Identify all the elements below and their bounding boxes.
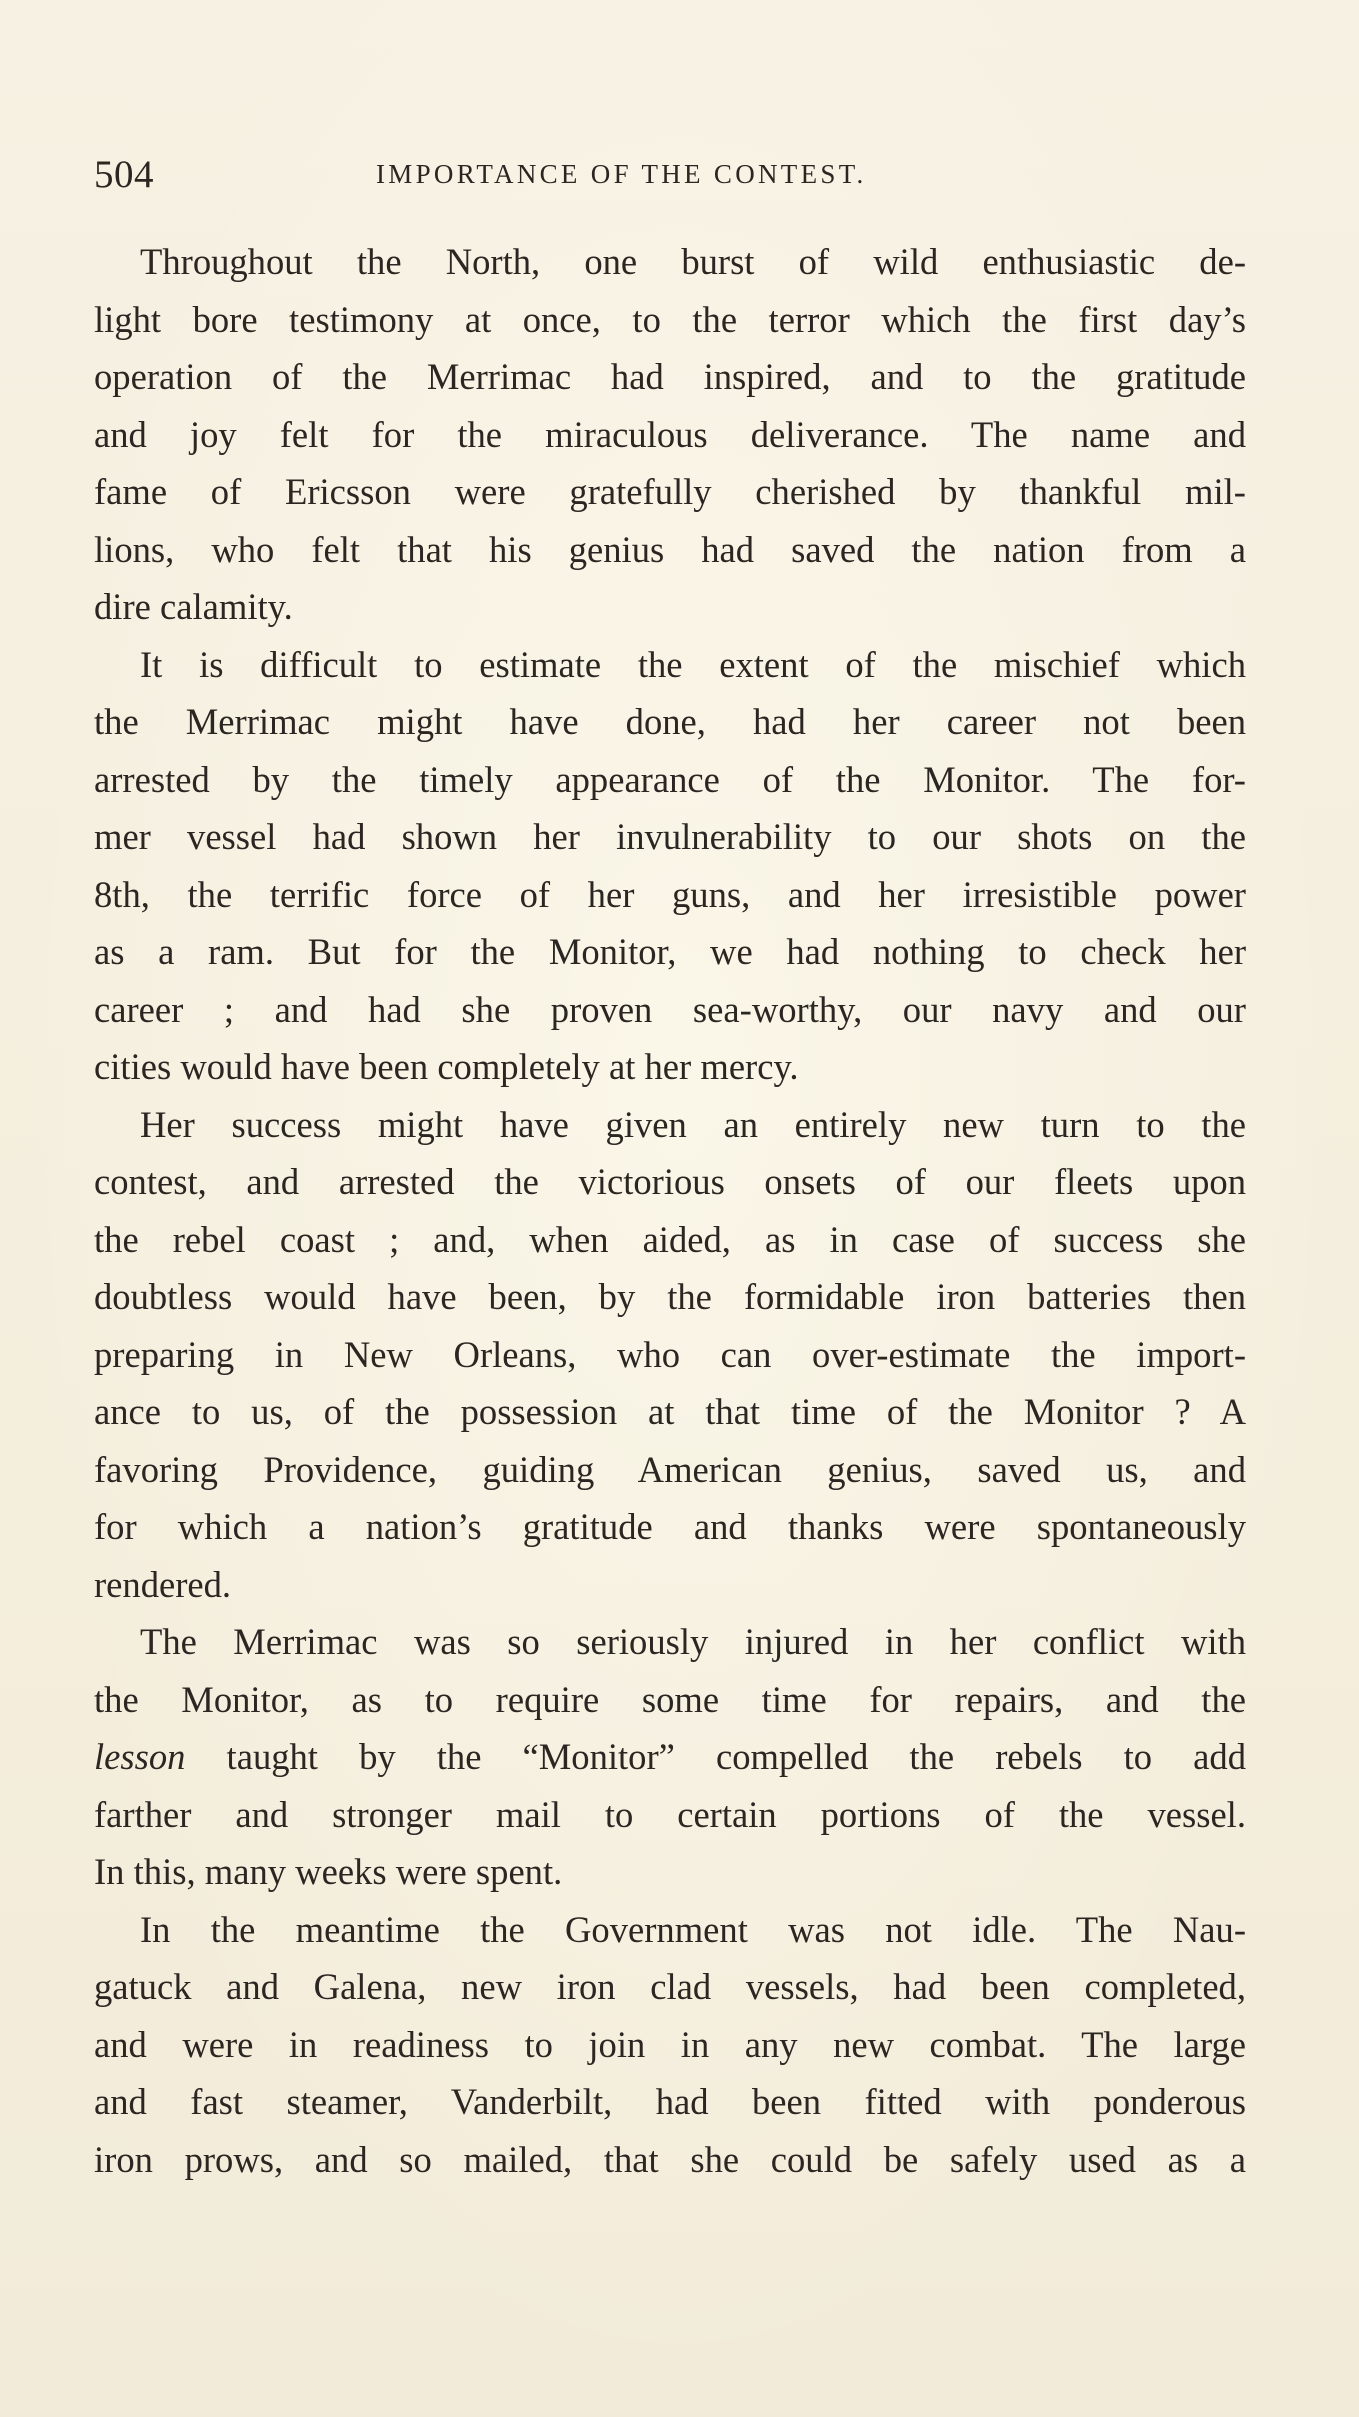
running-head: IMPORTANCE OF THE CONTEST. xyxy=(376,159,867,189)
text-line: dire calamity. xyxy=(94,586,293,627)
text-line: Her success might have given an entirely new turn to the xyxy=(140,1103,1246,1145)
text-line: for which a nation’s gratitude and thanks were spontaneously xyxy=(94,1506,1246,1547)
text-line: and were in readiness to join in any new combat. The large xyxy=(94,2023,1246,2065)
text-line: lions, who felt that his genius had saved the nation from a xyxy=(94,528,1246,570)
text-line-rest: taught by the “Monitor” compelled the rebels to add xyxy=(185,1736,1246,1777)
text-line: arrested by the timely appearance of the Monitor. The for- xyxy=(94,758,1246,800)
body-text xyxy=(94,233,1246,2188)
text-line: rendered. xyxy=(94,1563,232,1605)
page-header xyxy=(94,152,1254,212)
italic-word: lesson xyxy=(94,1736,186,1777)
text-line: cities would have been completely at her mercy. xyxy=(94,1046,799,1087)
text-line: favoring Providence, guiding American genius, saved us, and xyxy=(94,1448,1246,1490)
text-line: contest, and arrested the victorious onsets of our fleets upon xyxy=(94,1161,1246,1202)
text-line: fame of Ericsson were gratefully cherished by thankful mil- xyxy=(94,471,1246,512)
text-line: the rebel coast ; and, when aided, as in case of success she xyxy=(94,1218,1246,1260)
text-line: light bore testimony at once, to the terror which the first day’s xyxy=(94,298,1246,340)
text-line: iron prows, and so mailed, that she could be safely used as a xyxy=(94,2138,1246,2180)
text-line: gatuck and Galena, new iron clad vessels, had been completed, xyxy=(94,1966,1246,2007)
text-line: and joy felt for the miraculous deliverance. The name and xyxy=(94,413,1246,455)
text-line: as a ram. But for the Monitor, we had nothing to check her xyxy=(94,931,1246,972)
text-line: the Merrimac might have done, had her career not been xyxy=(94,701,1246,742)
text-line: doubtless would have been, by the formidable iron batteries then xyxy=(94,1276,1246,1317)
text-line: and fast steamer, Vanderbilt, had been fitted with ponderous xyxy=(94,2081,1246,2122)
text-line: Throughout the North, one burst of wild enthusiastic de- xyxy=(140,241,1246,282)
page-number: 504 xyxy=(94,153,154,196)
text-line: 8th, the terrific force of her guns, and her irresistible power xyxy=(94,873,1246,915)
text-line: In this, many weeks were spent. xyxy=(94,1851,563,1892)
text-line: the Monitor, as to require some time for repairs, and the xyxy=(94,1678,1246,1720)
text-line: farther and stronger mail to certain portions of the vessel. xyxy=(94,1793,1246,1835)
text-line: career ; and had she proven sea-worthy, our navy and our xyxy=(94,988,1246,1030)
text-line: The Merrimac was so seriously injured in her conflict with xyxy=(140,1621,1246,1662)
text-line xyxy=(94,1728,1246,1786)
text-line: In the meantime the Government was not idle. The Nau- xyxy=(140,1908,1246,1950)
text-line: ance to us, of the possession at that time of the Monitor ? A xyxy=(94,1391,1246,1432)
text-line: mer vessel had shown her invulnerability to our shots on the xyxy=(94,816,1246,857)
text-line: It is difficult to estimate the extent of the mischief which xyxy=(140,643,1246,685)
text-line: operation of the Merrimac had inspired, and to the gratitude xyxy=(94,356,1246,397)
text-line: preparing in New Orleans, who can over-estimate the import- xyxy=(94,1333,1246,1375)
